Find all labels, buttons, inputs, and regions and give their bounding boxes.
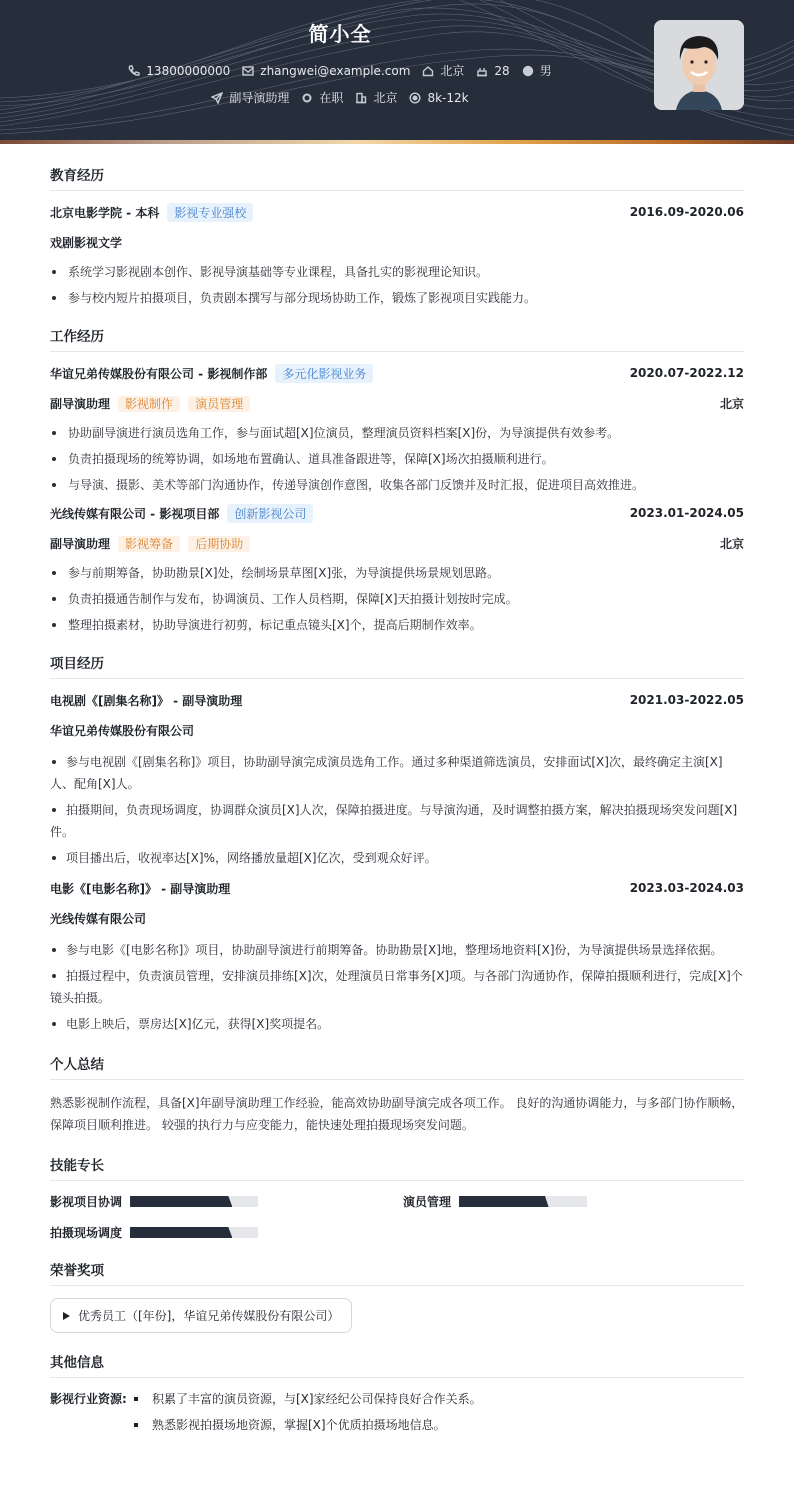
list-item: 协助副导演进行演员选角工作，参与面试超[X]位演员，整理演员资料档案[X]份，为导演提供有效参考。 [50, 424, 744, 442]
project-company: 光线传媒有限公司 [50, 911, 147, 926]
projects-section [50, 652, 744, 1035]
section-title: 其他信息 [50, 1351, 744, 1378]
portrait-photo [654, 20, 744, 110]
other-info-row [50, 1390, 744, 1442]
award-text: 优秀员工（[年份]，华谊兄弟传媒股份有限公司） [78, 1309, 340, 1323]
section-title: 个人总结 [50, 1053, 744, 1080]
project-name: 电视剧《[剧集名称]》 - 副导演助理 [50, 693, 243, 708]
intent-city [355, 89, 397, 106]
list-item: 整理拍摄素材，协助导演进行初剪，标记重点镜头[X]个，提高后期制作效率。 [50, 616, 744, 634]
work-date: 2023.01-2024.05 [629, 506, 744, 520]
project-company-row [50, 909, 744, 927]
list-item: 参与电影《[电影名称]》项目，协助副导演进行前期筹备。协助勘景[X]地，整理场地资料[X]份，为导演提供场景选择依据。 [50, 939, 744, 961]
skill-item [50, 1193, 403, 1210]
project-bullets [50, 939, 744, 1035]
list-item: 与导演、摄影、美术等部门沟通协作，传递导演创作意图，收集各部门反馈并及时汇报，促进项目高效推进。 [50, 476, 744, 494]
contact-email [242, 64, 410, 78]
position-text: 副导演助理 [229, 91, 290, 105]
role-tag: 后期协助 [188, 536, 250, 552]
gender-icon [522, 65, 534, 77]
contact-phone [128, 64, 230, 78]
award-item[interactable] [50, 1298, 352, 1333]
skill-name: 影视项目协调 [50, 1195, 123, 1209]
work-header-row [50, 364, 744, 382]
project-company-row [50, 721, 744, 739]
list-item: 参与前期筹备，协助勘景[X]处，绘制场景草图[X]张，为导演提供场景规划思路。 [50, 564, 744, 582]
skills-section [50, 1154, 744, 1241]
major-row [50, 233, 744, 251]
project-date: 2021.03-2022.05 [629, 693, 744, 707]
avatar [654, 20, 744, 110]
skill-item [50, 1224, 403, 1241]
project-header-row [50, 879, 744, 897]
work-date: 2020.07-2022.12 [629, 366, 744, 380]
cake-icon [476, 65, 488, 77]
major: 戏剧影视文学 [50, 235, 123, 250]
skill-bar-fill [130, 1227, 232, 1238]
project-company: 华谊兄弟传媒股份有限公司 [50, 723, 195, 738]
project-date: 2023.03-2024.03 [629, 881, 744, 895]
role-row [50, 534, 744, 552]
company-tag: 创新影视公司 [227, 504, 313, 523]
section-title: 技能专长 [50, 1154, 744, 1181]
school-tag: 影视专业强校 [167, 203, 253, 222]
list-item: 拍摄过程中，负责演员管理，安排演员排练[X]次，处理演员日常事务[X]项。与各部门沟通协作，保障拍摄顺利进行，完成[X]个镜头拍摄。 [50, 969, 743, 1005]
list-item: 积累了丰富的演员资源，与[X]家经纪公司保持良好合作关系。 [130, 1390, 482, 1408]
list-item: 项目播出后，收视率达[X]%，网络播放量超[X]亿次，受到观众好评。 [50, 847, 744, 869]
gender-text: 男 [539, 64, 552, 78]
list-item: 拍摄期间，负责现场调度，协调群众演员[X]人次，保障拍摄进度。与导演沟通，及时调整拍摄方案，解决拍摄现场突发问题[X]件。 [50, 803, 738, 839]
phone-icon [128, 65, 140, 77]
intent-position [211, 89, 289, 106]
skill-item [403, 1193, 756, 1210]
skill-bar [130, 1196, 258, 1207]
contact-gender [522, 62, 552, 79]
education-section [50, 164, 744, 307]
status-text: 在职 [319, 91, 344, 105]
work-bullets [50, 564, 744, 634]
contact-age [476, 64, 509, 78]
home-icon [422, 65, 434, 77]
project-name: 电影《[电影名称]》 - 副导演助理 [50, 881, 231, 896]
role-tag: 演员管理 [188, 396, 250, 412]
other-section [50, 1351, 744, 1442]
list-item: 负责拍摄现场的统筹协调，如场地布置确认、道具准备跟进等，保障[X]场次拍摄顺利进行。 [50, 450, 744, 468]
education-date: 2016.09-2020.06 [629, 205, 744, 219]
company-name: 华谊兄弟传媒股份有限公司 - 影视制作部 [50, 366, 268, 381]
status-icon [301, 92, 313, 104]
expand-triangle-icon[interactable] [63, 1312, 70, 1320]
list-item: 电影上映后，票房达[X]亿元，获得[X]奖项提名。 [50, 1013, 744, 1035]
project-header-row [50, 691, 744, 709]
skill-bar [459, 1196, 587, 1207]
contact-residence [422, 62, 464, 79]
salary-icon [409, 92, 421, 104]
section-title: 荣誉奖项 [50, 1259, 744, 1286]
resume-body [0, 164, 794, 1442]
age-text: 28 [494, 63, 510, 78]
role-title: 副导演助理 [50, 536, 111, 551]
skill-name: 演员管理 [403, 1195, 452, 1209]
list-item: 熟悉影视拍摄场地资源，掌握[X]个优质拍摄场地信息。 [130, 1416, 482, 1434]
salary-text: 8k-12k [427, 90, 469, 105]
other-label: 影视行业资源: [50, 1392, 127, 1406]
work-location: 北京 [719, 396, 744, 411]
section-title: 项目经历 [50, 652, 744, 679]
list-item: 参与电视剧《[剧集名称]》项目，协助副导演完成演员选角工作。通过多种渠道筛选演员，安排面试[X]次，最终确定主演[X]人、配角[X]人。 [50, 755, 723, 791]
work-section [50, 325, 744, 634]
other-list [130, 1390, 482, 1442]
skill-name: 拍摄现场调度 [50, 1226, 123, 1240]
role-row [50, 394, 744, 412]
list-item: 系统学习影视剧本创作、影视导演基础等专业课程，具备扎实的影视理论知识。 [50, 263, 744, 281]
send-icon [211, 92, 223, 104]
resume-header [0, 0, 794, 140]
contact-info-row [0, 62, 680, 79]
header-accent-stripe [0, 140, 794, 144]
residence-text: 北京 [440, 64, 465, 78]
intent-salary [409, 91, 468, 105]
project-bullets [50, 751, 744, 869]
education-bullets [50, 263, 744, 307]
email-text: zhangwei@example.com [260, 63, 411, 78]
building-icon [355, 92, 367, 104]
role-tag: 影视筹备 [118, 536, 180, 552]
candidate-name: 简小全 [308, 22, 372, 46]
summary-text: 熟悉影视制作流程，具备[X]年副导演助理工作经验，能高效协助副导演完成各项工作。 良好的沟通协调能力，与多部门协作顺畅，保障项目顺利推进。 较强的执行力与应变能力，能快速处理拍摄现场突发问题。 [50, 1096, 744, 1132]
skill-bar-fill [130, 1196, 232, 1207]
intent-status [301, 89, 343, 106]
job-intent-row [0, 89, 680, 106]
city-text: 北京 [373, 91, 398, 105]
awards-section [50, 1259, 744, 1333]
section-title: 教育经历 [50, 164, 744, 191]
list-item: 参与校内短片拍摄项目，负责剧本撰写与部分现场协助工作，锻炼了影视项目实践能力。 [50, 289, 744, 307]
company-tag: 多元化影视业务 [275, 364, 373, 383]
mail-icon [242, 65, 254, 77]
section-title: 工作经历 [50, 325, 744, 352]
summary-section [50, 1053, 744, 1136]
skills-grid [50, 1193, 744, 1241]
role-tag: 影视制作 [118, 396, 180, 412]
phone-text: 13800000000 [146, 63, 231, 78]
skill-bar [130, 1227, 258, 1238]
list-item: 负责拍摄通告制作与发布，协调演员、工作人员档期，保障[X]天拍摄计划按时完成。 [50, 590, 744, 608]
education-header-row [50, 203, 744, 221]
role-title: 副导演助理 [50, 396, 111, 411]
skill-bar-fill [459, 1196, 549, 1207]
company-name: 光线传媒有限公司 - 影视项目部 [50, 506, 220, 521]
work-location: 北京 [719, 536, 744, 551]
work-header-row [50, 504, 744, 522]
work-bullets [50, 424, 744, 494]
school-name: 北京电影学院 - 本科 [50, 205, 160, 220]
